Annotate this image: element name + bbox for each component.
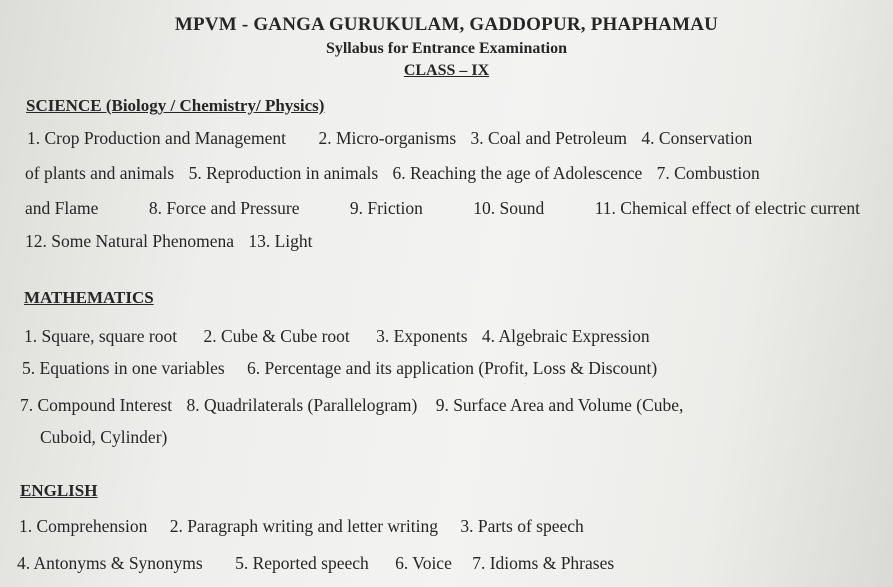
science-line-2 [25, 163, 770, 184]
math-line-3 [20, 395, 693, 416]
english-line-1 [19, 516, 594, 537]
science-topic: 9. Friction [349, 198, 423, 218]
english-line-2 [17, 553, 624, 574]
science-line-3 [25, 198, 860, 219]
science-topic: 4. Conservation [641, 128, 753, 148]
science-topic: 1. Crop Production and Management [27, 128, 287, 148]
math-topic: 4. Algebraic Expression [481, 326, 650, 346]
math-line-2 [22, 358, 667, 379]
math-line-1 [24, 326, 660, 347]
english-heading: ENGLISH [20, 481, 98, 500]
math-topic: 2. Cube & Cube root [203, 326, 350, 346]
english-topic: 6. Voice [395, 553, 452, 573]
science-heading: SCIENCE (Biology / Chemistry/ Physics) [26, 96, 325, 115]
math-topic: 5. Equations in one variables [22, 358, 225, 378]
science-topic: 6. Reaching the age of Adolescence [392, 163, 643, 183]
math-topic: 7. Compound Interest [20, 395, 173, 415]
science-line-4 [25, 231, 323, 252]
science-topic: 5. Reproduction in animals [188, 163, 379, 183]
math-topic: 6. Percentage and its application (Profit, Loss & Discount) [247, 358, 658, 378]
math-line-4 [40, 427, 177, 448]
mathematics-heading: MATHEMATICS [24, 288, 154, 307]
english-topic: 4. Antonyms & Synonyms [17, 553, 203, 573]
science-topic: 10. Sound [473, 198, 545, 218]
math-topic: 1. Square, square root [24, 326, 178, 346]
math-topic: 9. Surface Area and Volume (Cube, [435, 395, 684, 415]
english-topic: 7. Idioms & Phrases [472, 553, 615, 573]
science-topic: 13. Light [248, 231, 313, 251]
science-topic: 11. Chemical effect of electric current [594, 198, 860, 218]
math-topic: 3. Exponents [376, 326, 468, 346]
english-topic: 5. Reported speech [235, 553, 369, 573]
document-subtitle: Syllabus for Entrance Examination [325, 40, 568, 57]
science-line-1 [27, 128, 762, 149]
science-topic: 7. Combustion [656, 163, 760, 183]
english-topic: 3. Parts of speech [460, 516, 584, 536]
science-topic: 12. Some Natural Phenomena [25, 231, 234, 251]
science-topic: 8. Force and Pressure [148, 198, 300, 218]
science-topic: and Flame [25, 198, 99, 218]
science-topic: 2. Micro-organisms [318, 128, 457, 148]
math-topic: Cuboid, Cylinder) [40, 427, 168, 447]
english-topic: 2. Paragraph writing and letter writing [169, 516, 438, 536]
english-topic: 1. Comprehension [19, 516, 148, 536]
school-name: MPVM - GANGA GURUKULAM, GADDOPUR, PHAPHAMAU [174, 14, 719, 35]
math-topic: 8. Quadrilaterals (Parallelogram) [186, 395, 418, 415]
science-topic: 3. Coal and Petroleum [470, 128, 628, 148]
class-label: CLASS – IX [403, 62, 490, 79]
science-topic: of plants and animals [25, 163, 175, 183]
